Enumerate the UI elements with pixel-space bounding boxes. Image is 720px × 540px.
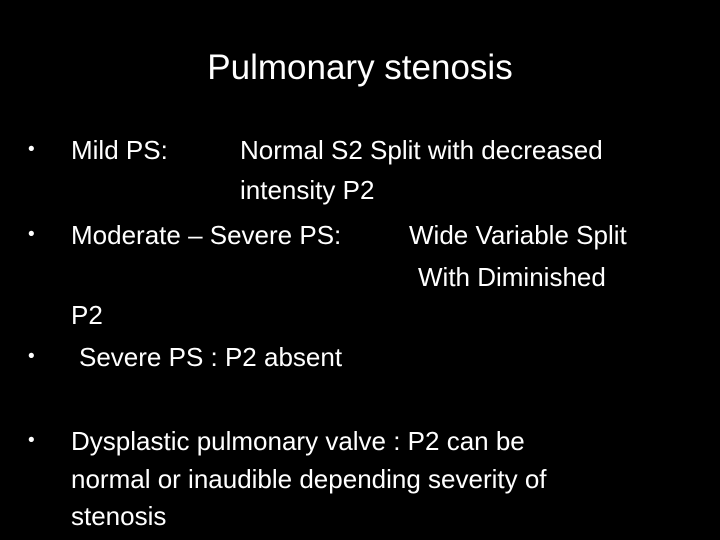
- bullet-icon: •: [28, 224, 35, 245]
- moderate-severe-ps-detail-line3: P2: [71, 300, 103, 330]
- moderate-severe-ps-detail-line2: With Diminished: [418, 262, 606, 292]
- bullet-icon: •: [28, 139, 35, 160]
- mild-ps-detail-line1: Normal S2 Split with decreased: [240, 135, 603, 165]
- dysplastic-valve-line3: stenosis: [71, 501, 167, 531]
- mild-ps-label: Mild PS:: [71, 135, 168, 165]
- severe-ps-text: Severe PS : P2 absent: [79, 342, 343, 372]
- bullet-icon: •: [28, 430, 35, 451]
- slide-title: Pulmonary stenosis: [207, 48, 513, 87]
- mild-ps-detail-line2: intensity P2: [240, 175, 375, 205]
- dysplastic-valve-line2: normal or inaudible depending severity of: [71, 464, 547, 494]
- bullet-icon: •: [28, 346, 35, 367]
- moderate-severe-ps-label: Moderate – Severe PS:: [71, 220, 342, 250]
- dysplastic-valve-line1: Dysplastic pulmonary valve : P2 can be: [71, 426, 525, 456]
- moderate-severe-ps-detail-line1: Wide Variable Split: [409, 220, 627, 250]
